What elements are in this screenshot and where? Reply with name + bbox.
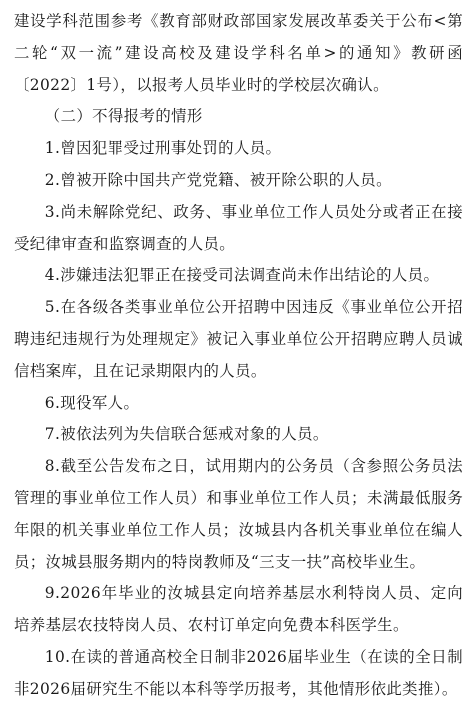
list-item: 9.2026年毕业的汝城县定向培养基层水利特岗人员、定向培养基层农技特岗人员、农村订单定向免费本科医学生。 <box>14 584 463 635</box>
list-item: 7.被依法列为失信联合惩戒对象的人员。 <box>44 425 329 444</box>
list-item: 4.涉嫌违法犯罪正在接受司法调查尚未作出结论的人员。 <box>44 266 440 285</box>
list-item: 8.截至公告发布之日，试用期内的公务员（含参照公务员法管理的事业单位工作人员）和事业单位工作人员；未满最低服务年限的机关事业单位工作人员；汝城县内各机关事业单位在编人员；汝城县服务期内的特岗教师及“三支一扶”高校毕业生。 <box>14 457 463 571</box>
list-item: 5.在各级各类事业单位公开招聘中因违反《事业单位公开招聘违纪违规行为处理规定》被记入事业单位公开招聘应聘人员诚信档案库，且在记录期限内的人员。 <box>14 298 463 380</box>
list-item: 1.曾因犯罪受过刑事处罚的人员。 <box>44 139 282 158</box>
list-item: 2.曾被开除中国共产党党籍、被开除公职的人员。 <box>44 170 392 189</box>
intro-paragraph: 建设学科范围参考《教育部财政部国家发展改革委关于公布<第二轮“双一流”建设高校及建设学科名单>的通知》教研函〔2022〕1号），以报考人员毕业时的学校层次确认。 <box>14 12 463 94</box>
list-item: 6.现役军人。 <box>44 393 140 412</box>
list-item: 10.在读的普通高校全日制非2026届毕业生（在读的全日制非2026届研究生不能以本科等学历报考，其他情形依此类推）。 <box>14 647 463 698</box>
section-heading: （二）不得报考的情形 <box>44 107 203 126</box>
list-item: 3.尚未解除党纪、政务、事业单位工作人员处分或者正在接受纪律审查和监察调查的人员。 <box>14 202 463 253</box>
